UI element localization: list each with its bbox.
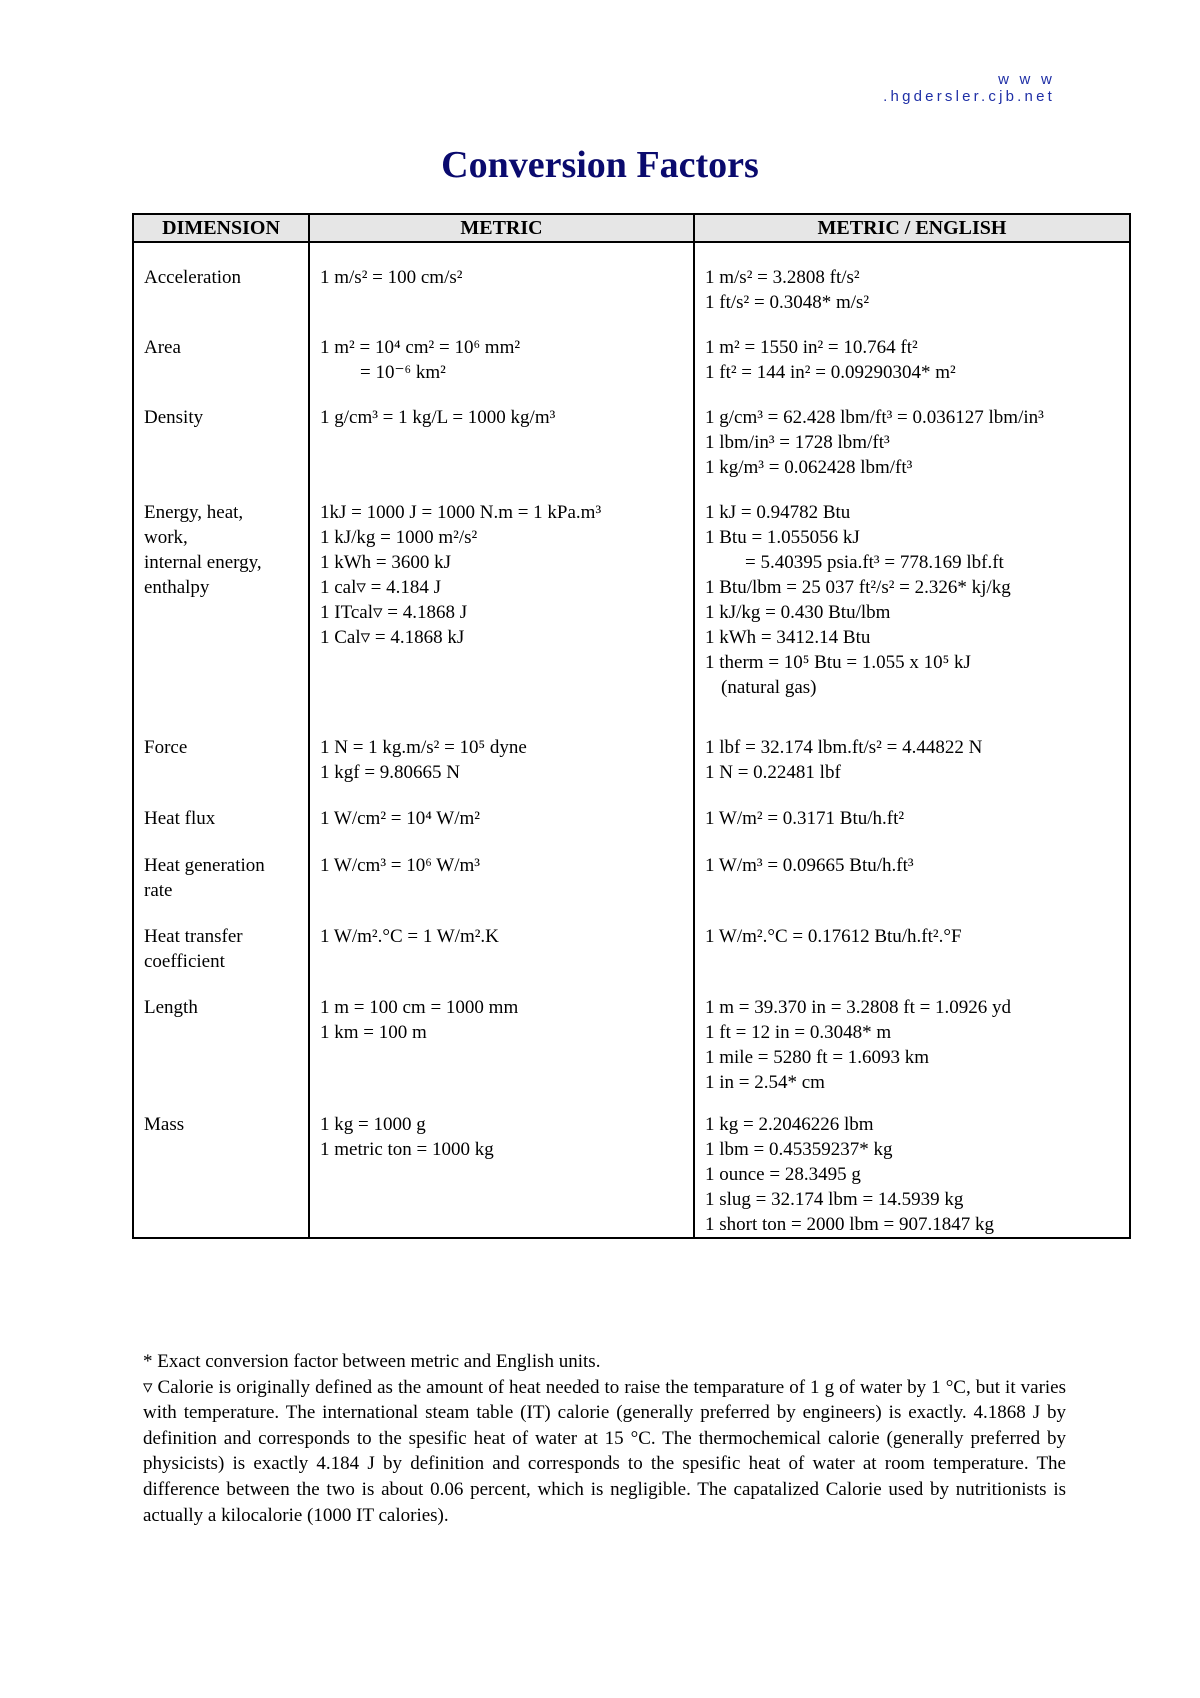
table-row (133, 242, 1130, 335)
table-header-row (133, 214, 1130, 242)
cell-metric (309, 924, 694, 995)
metric-line: 1 N = 1 kg.m/s² = 10⁵ dyne (320, 737, 527, 758)
cell-english (694, 924, 1130, 995)
english-line: 1 W/m³ = 0.09665 Btu/h.ft³ (705, 855, 914, 876)
table-row (133, 405, 1130, 500)
cell-dimension (133, 806, 309, 853)
english-line: (natural gas) (721, 677, 817, 698)
footnotes (143, 1349, 1066, 1528)
table-row (133, 924, 1130, 995)
cell-metric (309, 853, 694, 924)
dimension-line: Heat transfer (144, 926, 243, 947)
metric-line: 1 kgf = 9.80665 N (320, 762, 461, 783)
cell-metric (309, 735, 694, 806)
cell-metric (309, 405, 694, 500)
dimension-line: Acceleration (144, 267, 242, 288)
english-line: 1 therm = 10⁵ Btu = 1.055 x 10⁵ kJ (705, 652, 971, 673)
metric-line: 1 km = 100 m (320, 1022, 427, 1043)
cell-english (694, 735, 1130, 806)
english-line: 1 kWh = 3412.14 Btu (705, 627, 871, 648)
dimension-line: rate (144, 880, 173, 901)
table-row (133, 735, 1130, 806)
english-line: 1 Btu = 1.055056 kJ (705, 527, 860, 548)
english-line: 1 N = 0.22481 lbf (705, 762, 841, 783)
cell-dimension (133, 242, 309, 335)
english-line: 1 lbm = 0.45359237* kg (705, 1139, 893, 1160)
english-line: 1 ft/s² = 0.3048* m/s² (705, 292, 870, 313)
dimension-line: enthalpy (144, 577, 210, 598)
cell-english (694, 806, 1130, 853)
cell-dimension (133, 853, 309, 924)
english-line: = 5.40395 psia.ft³ = 778.169 lbf.ft (745, 552, 1004, 573)
cell-english (694, 995, 1130, 1112)
page-title: Conversion Factors (441, 144, 759, 186)
dimension-line: work, (144, 527, 188, 548)
english-line: 1 m/s² = 3.2808 ft/s² (705, 267, 860, 288)
english-line: 1 ft² = 144 in² = 0.09290304* m² (705, 362, 956, 383)
cell-english (694, 500, 1130, 735)
table-row (133, 335, 1130, 405)
metric-line: 1 Cal▿ = 4.1868 kJ (320, 627, 465, 648)
metric-line: 1 W/m².°C = 1 W/m².K (320, 926, 499, 947)
cell-metric (309, 500, 694, 735)
table-row (133, 995, 1130, 1112)
dimension-line: Heat generation (144, 855, 265, 876)
english-line: 1 lbm/in³ = 1728 lbm/ft³ (705, 432, 890, 453)
table-row (133, 500, 1130, 735)
metric-line: 1 W/cm² = 10⁴ W/m² (320, 808, 480, 829)
metric-line: 1 g/cm³ = 1 kg/L = 1000 kg/m³ (320, 407, 556, 428)
english-line: 1 Btu/lbm = 25 037 ft²/s² = 2.326* kj/kg (705, 577, 1011, 598)
footnote-exact: * Exact conversion factor between metric and English units. (143, 1351, 601, 1372)
cell-dimension (133, 1112, 309, 1238)
cell-english (694, 242, 1130, 335)
metric-line: 1 m/s² = 100 cm/s² (320, 267, 463, 288)
header-dimension: DIMENSION (133, 214, 309, 242)
header-metric-english: METRIC / ENGLISH (694, 214, 1130, 242)
cell-metric (309, 335, 694, 405)
cell-metric (309, 806, 694, 853)
dimension-line: Area (144, 337, 181, 358)
cell-dimension (133, 335, 309, 405)
english-line: 1 short ton = 2000 lbm = 907.1847 kg (705, 1214, 995, 1235)
footnote-calorie: ▿ Calorie is originally defined as the amount of heat needed to raise the temparature of 1 g of water by 1 °C, but it varies with temperature. The international steam table (IT) calorie (generally preferred by engineers) is exactly. 4.1868 J by definition and corresponds to the spesific heat of water at 15 °C. The thermochemical calorie (generally preferred by physicists) is exactly 4.184 J by definition and corresponds to the spesific heat of water at room temperature. The difference between the two is about 0.06 percent, which is negligible. The capatalized Calorie used by nutritionists is actually a kilocalorie (1000 IT calories). (143, 1376, 1066, 1526)
english-line: 1 lbf = 32.174 lbm.ft/s² = 4.44822 N (705, 737, 983, 758)
website-url: w w w .hgdersler.cjb.net (883, 71, 1055, 105)
dimension-line: Heat flux (144, 808, 216, 829)
english-line: 1 kg = 2.2046226 lbm (705, 1114, 874, 1135)
english-line: 1 in = 2.54* cm (705, 1072, 825, 1093)
cell-dimension (133, 405, 309, 500)
metric-line: 1 m² = 10⁴ cm² = 10⁶ mm² (320, 337, 521, 358)
header-metric: METRIC (309, 214, 694, 242)
english-line: 1 kg/m³ = 0.062428 lbm/ft³ (705, 457, 913, 478)
metric-line: = 10⁻⁶ km² (360, 362, 446, 383)
metric-line: 1 W/cm³ = 10⁶ W/m³ (320, 855, 480, 876)
table-row (133, 853, 1130, 924)
english-line: 1 W/m² = 0.3171 Btu/h.ft² (705, 808, 905, 829)
metric-line: 1kJ = 1000 J = 1000 N.m = 1 kPa.m³ (320, 502, 602, 523)
metric-line: 1 ITcal▿ = 4.1868 J (320, 602, 468, 623)
cell-dimension (133, 924, 309, 995)
english-line: 1 m² = 1550 in² = 10.764 ft² (705, 337, 918, 358)
metric-line: 1 m = 100 cm = 1000 mm (320, 997, 519, 1018)
english-line: 1 kJ/kg = 0.430 Btu/lbm (705, 602, 891, 623)
cell-metric (309, 995, 694, 1112)
dimension-line: Mass (144, 1114, 185, 1135)
dimension-line: Density (144, 407, 204, 428)
metric-line: 1 kWh = 3600 kJ (320, 552, 452, 573)
table-row (133, 806, 1130, 853)
cell-dimension (133, 735, 309, 806)
metric-line: 1 kg = 1000 g (320, 1114, 426, 1135)
dimension-line: coefficient (144, 951, 225, 972)
cell-english (694, 405, 1130, 500)
cell-dimension (133, 995, 309, 1112)
english-line: 1 ounce = 28.3495 g (705, 1164, 861, 1185)
english-line: 1 kJ = 0.94782 Btu (705, 502, 851, 523)
cell-english (694, 335, 1130, 405)
dimension-line: Force (144, 737, 188, 758)
metric-line: 1 metric ton = 1000 kg (320, 1139, 494, 1160)
english-line: 1 g/cm³ = 62.428 lbm/ft³ = 0.036127 lbm/in³ (705, 407, 1044, 428)
conversion-table (132, 213, 1131, 1239)
dimension-line: internal energy, (144, 552, 262, 573)
english-line: 1 mile = 5280 ft = 1.6093 km (705, 1047, 930, 1068)
english-line: 1 W/m².°C = 0.17612 Btu/h.ft².°F (705, 926, 962, 947)
table-row (133, 1112, 1130, 1238)
english-line: 1 slug = 32.174 lbm = 14.5939 kg (705, 1189, 964, 1210)
metric-line: 1 kJ/kg = 1000 m²/s² (320, 527, 478, 548)
english-line: 1 ft = 12 in = 0.3048* m (705, 1022, 892, 1043)
metric-line: 1 cal▿ = 4.184 J (320, 577, 442, 598)
dimension-line: Length (144, 997, 198, 1018)
dimension-line: Energy, heat, (144, 502, 244, 523)
cell-dimension (133, 500, 309, 735)
table-body (133, 242, 1130, 1238)
cell-english (694, 853, 1130, 924)
cell-english (694, 1112, 1130, 1238)
cell-metric (309, 1112, 694, 1238)
cell-metric (309, 242, 694, 335)
english-line: 1 m = 39.370 in = 3.2808 ft = 1.0926 yd (705, 997, 1012, 1018)
